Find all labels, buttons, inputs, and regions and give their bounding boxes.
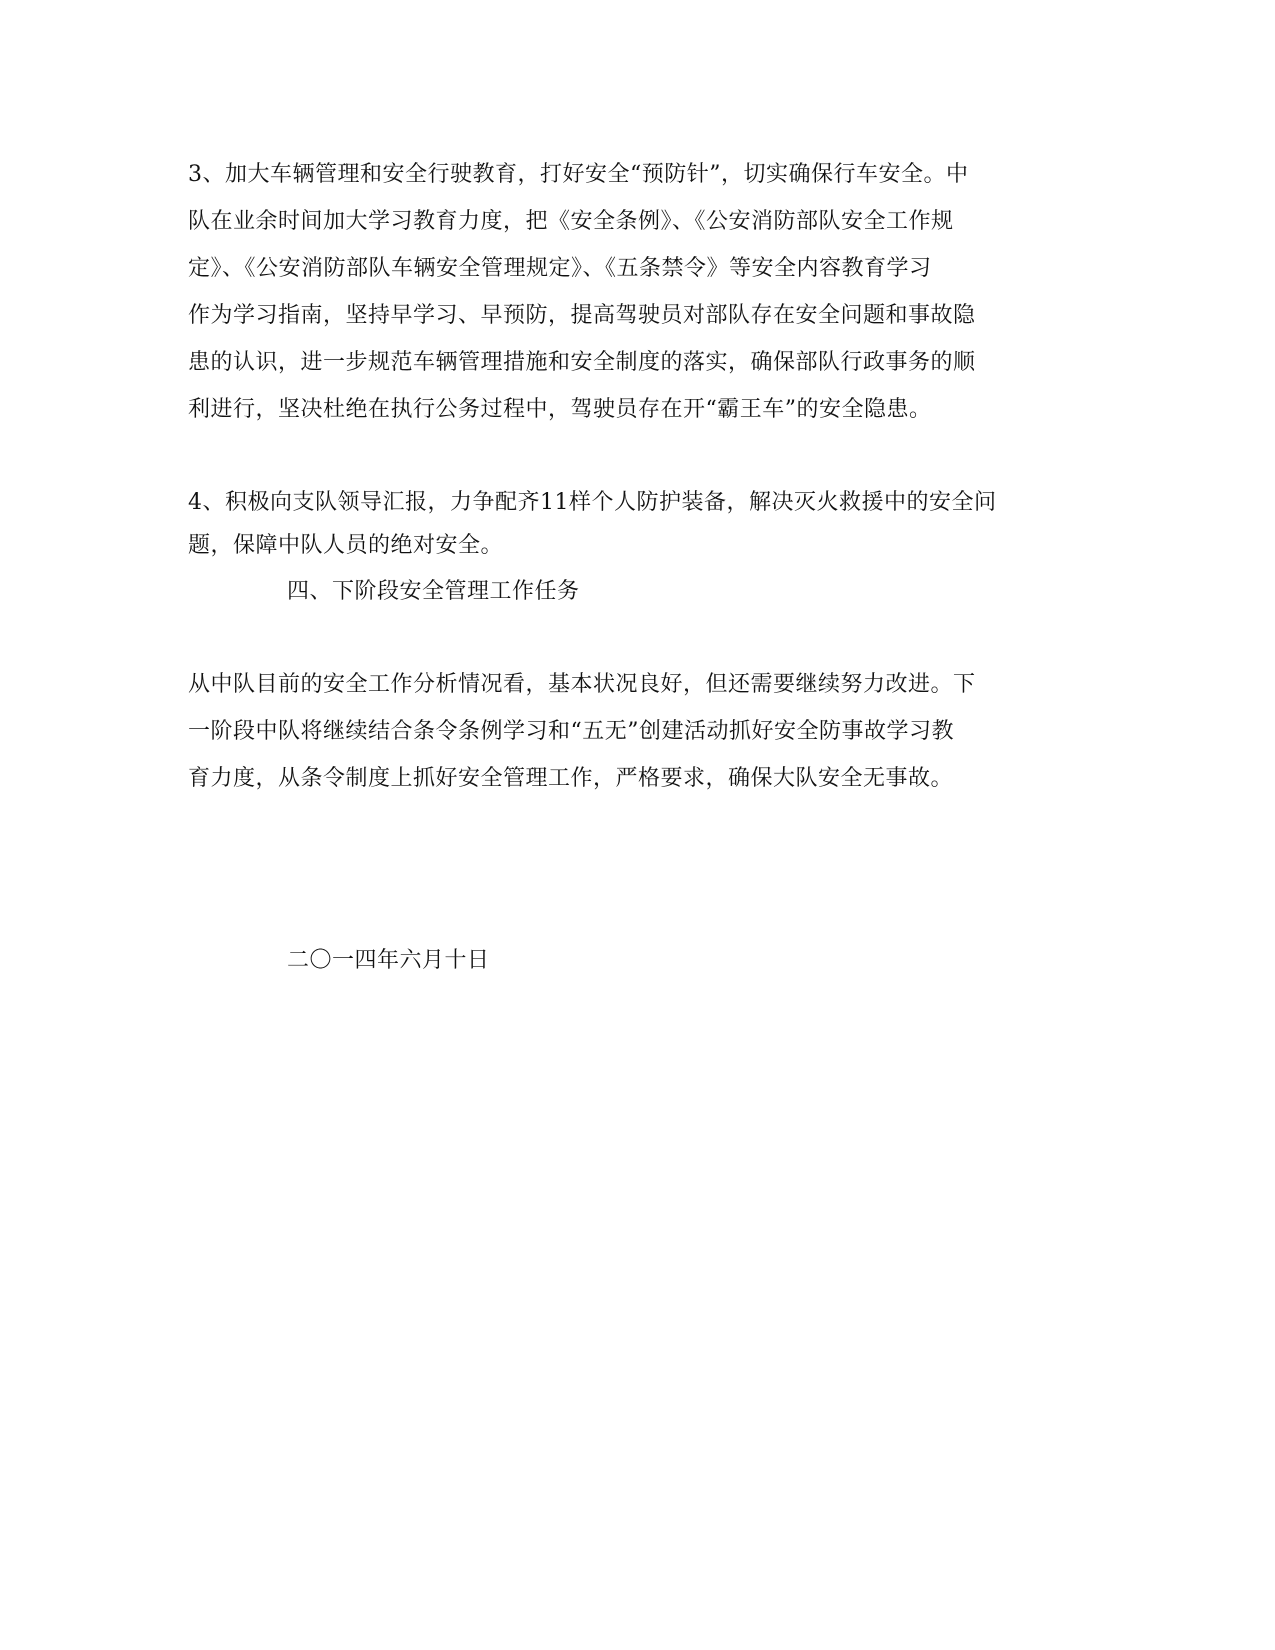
closing-paragraph-line-1: 从中队目前的安全工作分析情况看，基本状况良好，但还需要继续努力改进。下 [188,672,976,697]
paragraph-3-line-2: 队在业余时间加大学习教育力度，把《安全条例》、《公安消防部队安全工作规 [188,209,954,234]
paragraph-3-line-6: 利进行，坚决杜绝在执行公务过程中，驾驶员存在开“霸王车”的安全隐患。 [188,397,932,422]
closing-paragraph-line-2: 一阶段中队将继续结合条令条例学习和“五无”创建活动抓好安全防事故学习教 [188,719,954,744]
section-heading: 四、下阶段安全管理工作任务 [287,579,580,604]
paragraph-3-line-3: 定》、《公安消防部队车辆安全管理规定》、《五条禁令》等安全内容教育学习 [188,256,932,281]
paragraph-4-line-2: 题，保障中队人员的绝对安全。 [188,533,504,558]
closing-paragraph-line-3: 育力度，从条令制度上抓好安全管理工作，严格要求，确保大队安全无事故。 [188,766,954,791]
paragraph-3-line-4: 作为学习指南，坚持早学习、早预防，提高驾驶员对部队存在安全问题和事故隐 [188,303,976,328]
paragraph-3-line-5: 患的认识，进一步规范车辆管理措施和安全制度的落实，确保部队行政事务的顺 [188,350,976,375]
paragraph-3-line-1: 3、加大车辆管理和安全行驶教育，打好安全“预防针”，切实确保行车安全。中 [188,162,969,187]
document-date: 二〇一四年六月十日 [287,948,490,973]
paragraph-4-line-1: 4、积极向支队领导汇报，力争配齐11样个人防护装备，解决灭火救援中的安全问 [188,490,997,515]
